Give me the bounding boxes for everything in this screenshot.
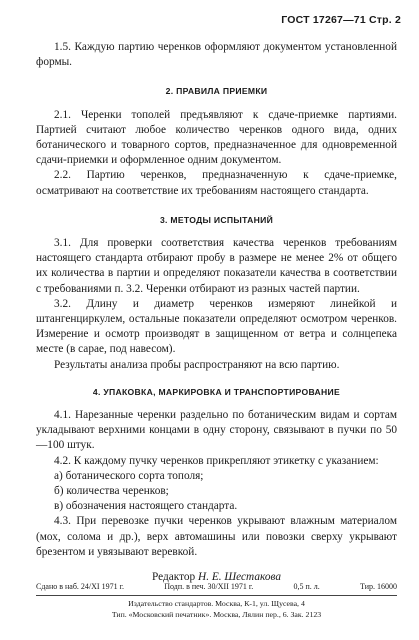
- list-item: в) обозначения настоящего стандарта.: [54, 500, 238, 513]
- paragraph-3-1: 3.1. Для проверки соответствия качества черенков требованиям настоящего стандарта отбирают пробу в размере не менее 2% от общего их количества в партии и определяют показатели качества в соответствии с требованиями п. 3.2. Черенки отбирают из разных частей партии.: [36, 237, 397, 295]
- divider: [36, 595, 397, 596]
- paragraph-1-5: 1.5. Каждую партию черенков оформляют документом установленной формы.: [36, 41, 397, 69]
- publication-info: [36, 582, 397, 591]
- document-body: [36, 40, 397, 585]
- paragraph-3-2: 3.2. Длину и диаметр черенков измеряют линейкой и штангенциркулем, остальные показатели определяют осмотром черенков. Измерение и осмотр производят в защищенном от ветра и солнцепека месте (в сарае, под навесом).: [36, 297, 397, 356]
- signed-for-print: Подп. в печ. 30/XII 1971 г.: [164, 582, 254, 591]
- imprint: [36, 599, 397, 620]
- paragraph-2-1: 2.1. Черенки тополей предъявляют к сдаче-приемке партиями. Партией считают любое количество черенков одного вида, одних ботанического и товарного сортов, предназначенное для одновременной сдачи-приемки и оформленное одним документом.: [36, 108, 397, 167]
- printed-sheets: 0,5 п. л.: [293, 582, 320, 591]
- paragraph-4-1: 4.1. Нарезанные черенки раздельно по ботаническим видам и сортам укладывают верхними концами в одну сторону, связывают в пучки по 50—100 штук.: [36, 409, 397, 452]
- paragraph-3-3: Результаты анализа пробы распространяют на всю партию.: [54, 358, 340, 371]
- paragraph-4-3: 4.3. При перевозке пучки черенков укрывают влажным материалом (мох, солома и др.), верх автомашины или повозки сверху укрывают брезентом и увязывают веревкой.: [36, 515, 397, 558]
- list-item: а) ботанического сорта тополя;: [54, 469, 204, 482]
- paragraph-2-2: 2.2. Партию черенков, предназначенную к сдаче-приемке, осматривают на соответствие их требованиям настоящего стандарта.: [36, 169, 397, 197]
- paragraph-4-2: 4.2. К каждому пучку черенков прикрепляют этикетку с указанием:: [54, 454, 379, 467]
- imprint-printer: Тип. «Московский печатник». Москва, Лялин пер., 6. Зак. 2123: [111, 609, 322, 619]
- circulation: Тир. 16000: [360, 582, 397, 591]
- editor-name: Н. Е. Шестакова: [198, 571, 281, 584]
- section-title-packaging: 4. УПАКОВКА, МАРКИРОВКА И ТРАНСПОРТИРОВАНИЕ: [92, 386, 341, 397]
- section-title-test-methods: 3. МЕТОДЫ ИСПЫТАНИЙ: [159, 214, 274, 225]
- page-header: ГОСТ 17267—71 Стр. 2: [281, 14, 401, 26]
- sent-to-typesetting: Сдано в наб. 24/XI 1971 г.: [36, 582, 124, 591]
- editor-label: Редактор: [152, 571, 196, 584]
- imprint-publisher: Издательство стандартов. Москва, К-1, ул. Щусева, 4: [128, 599, 305, 608]
- section-title-acceptance: 2. ПРАВИЛА ПРИЕМКИ: [165, 86, 268, 97]
- list-item: б) количества черенков;: [54, 485, 169, 498]
